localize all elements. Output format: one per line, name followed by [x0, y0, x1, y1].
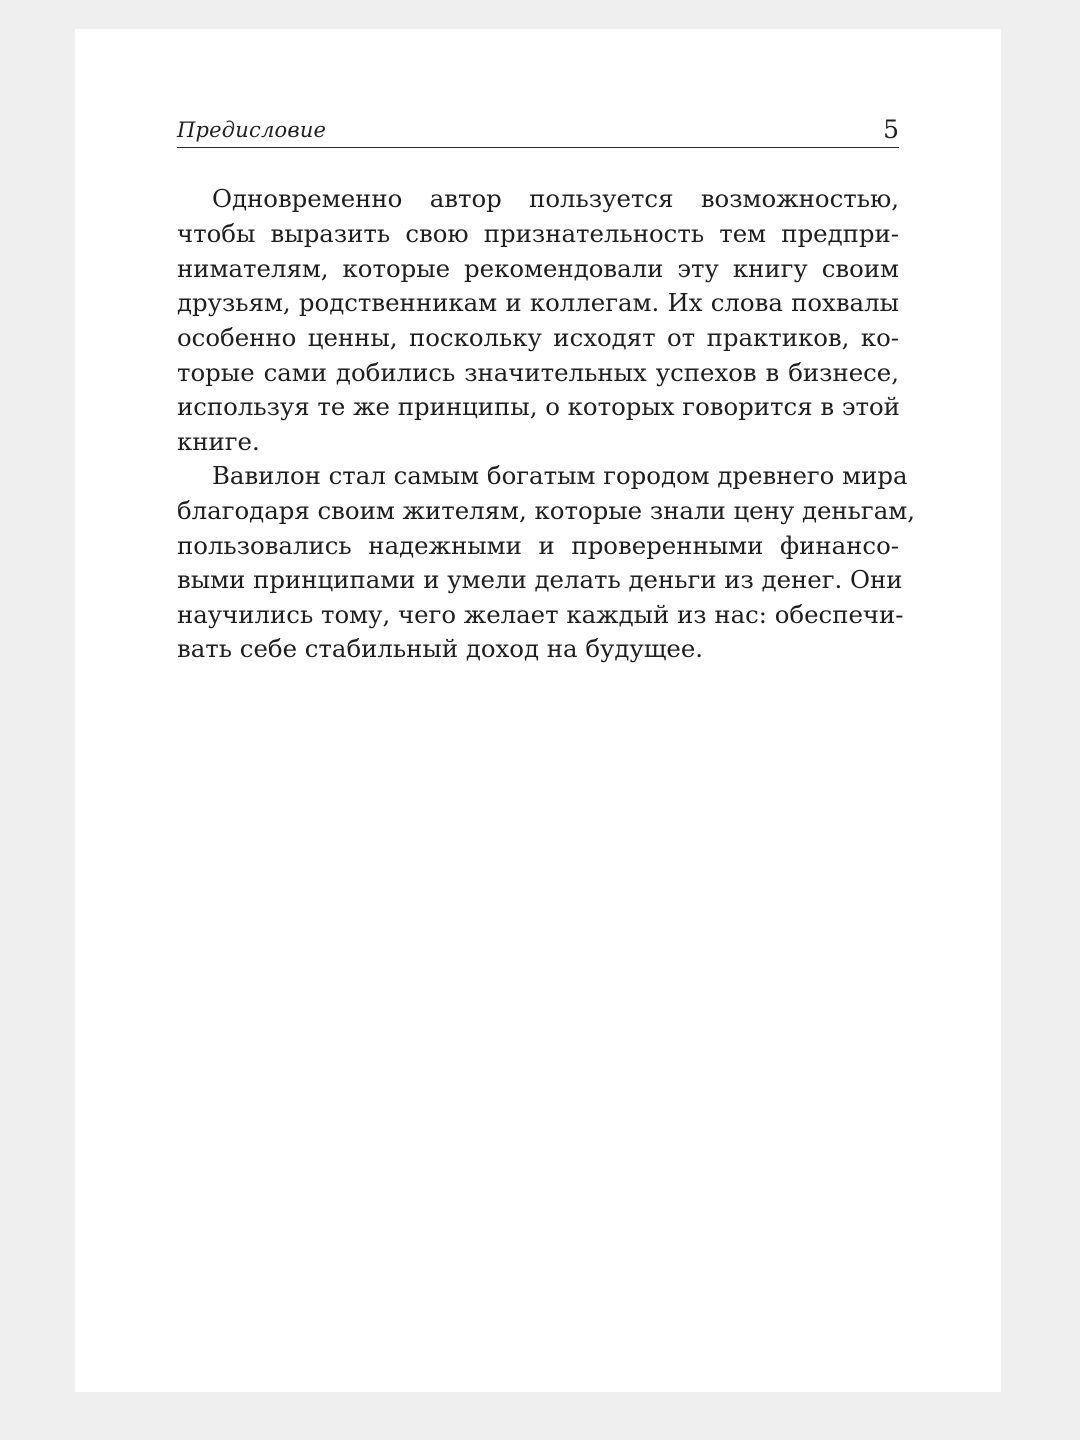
text-line: Вавилон стал самым богатым городом древнего мира	[212, 461, 908, 490]
text-line: пользовались надежными и проверенными финансо-	[177, 531, 899, 560]
running-head: Предисловие	[177, 118, 327, 142]
text-line: чтобы выразить свою признательность тем предпри-	[177, 219, 899, 248]
text-line: благодаря своим жителям, которые знали цену деньгам,	[177, 496, 915, 525]
page-header	[177, 115, 899, 148]
text-line: научились тому, чего желает каждый из нас: обеспечи-	[177, 600, 904, 629]
book-page	[75, 29, 1001, 1392]
text-line: используя те же принципы, о которых говорится в этой	[177, 392, 900, 421]
text-line: друзьям, родственникам и коллегам. Их слова похвалы	[177, 288, 899, 317]
text-line: Одновременно автор пользуется возможностью,	[212, 184, 899, 213]
text-line: выми принципами и умели делать деньги из денег. Они	[177, 565, 903, 594]
text-line: нимателям, которые рекомендовали эту книгу своим	[177, 254, 899, 283]
text-line: особенно ценны, поскольку исходят от практиков, ко-	[177, 323, 899, 352]
text-line: торые сами добились значительных успехов в бизнесе,	[177, 358, 899, 387]
text-line: книге.	[177, 427, 260, 456]
text-line: вать себе стабильный доход на будущее.	[177, 634, 704, 663]
page-number: 5	[883, 115, 899, 144]
